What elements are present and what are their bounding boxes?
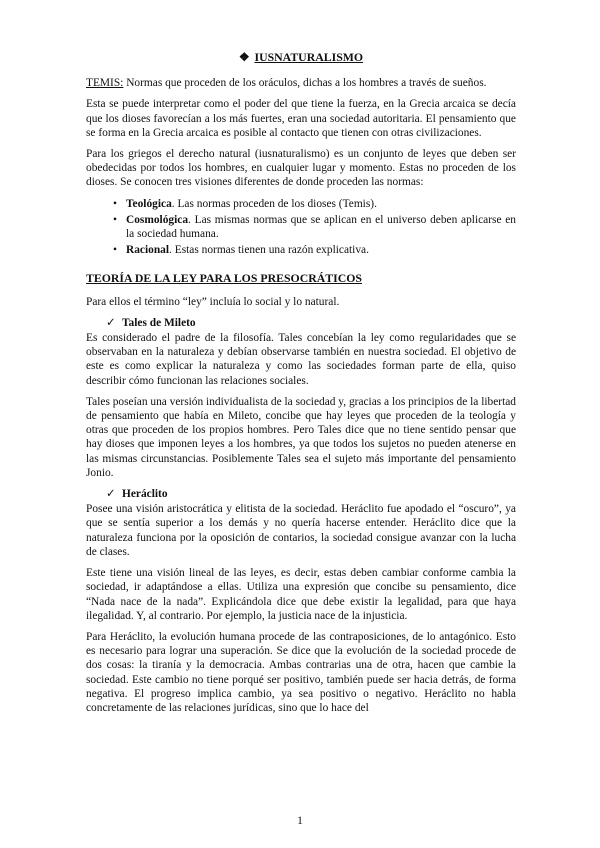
title-text: IUSNATURALISMO	[254, 50, 364, 64]
page-number: 1	[297, 815, 303, 827]
heraclito-paragraph-2: Este tiene una visión lineal de las leyes, es decir, estas deben cambiar conforme cambia la sociedad, ir adaptándose a ellas. Utiliza una expresión que concibe su pensamiento, dice “Nada nace de la nada”. Explicándola dice que debe existir la legalidad, para que haya ilegalidad. Y, al contrario. Por ejemplo, la justicia nace de la injusticia.	[86, 567, 516, 622]
list-item	[126, 197, 516, 211]
temis-text: Normas que proceden de los oráculos, dichas a los hombres a través de sueños.	[123, 77, 487, 90]
list-item	[126, 213, 516, 241]
temis-label: TEMIS:	[86, 77, 124, 90]
paragraph-3: Para ellos el término “ley” incluía lo social y lo natural.	[86, 295, 340, 308]
heraclito-paragraph-1: Posee una visión aristocrática y elitista de la sociedad. Heráclito fue apodado el “oscuro”, ya que se sentía superior a los demás y no quería hacerse entender. Heráclito dice que la naturaleza funciona por la oposición de contarios, la sociedad consigue avanzar con la lucha de clases.	[86, 503, 516, 558]
document-title	[86, 50, 516, 64]
vision-term: Racional	[126, 244, 170, 257]
tales-paragraph-2: Tales poseían una versión individualista de la sociedad y, gracias a los principios de la libertad de pensamiento que había en Mileto, concibe que hay leyes que proceden de la teología y otras que proceden de los propios hombres. Pero Tales dice que no tiene sentido pensar que hay dioses que imponen leyes a los hombres, ya que todos los sujetos no pueden atenerse en las mismas circunstancias. Posiblemente Tales sea el sujeto más importante del pensamiento Jonio.	[86, 395, 516, 479]
subheading-heraclito	[106, 487, 516, 501]
paragraph-1: Esta se puede interpretar como el poder del que tiene la fuerza, en la Grecia arcaica se decía que los dioses favorecían a los más fuertes, eran una sociedad autoritaria. El pensamiento que se forma en la Grecia arcaica es posible al contacto que tienen con otras civilizaciones.	[86, 98, 516, 139]
heraclito-paragraph-3: Para Heráclito, la evolución humana procede de las contraposiciones, de lo antagónico. Esto es necesario para lograr una superación. Se dice que la evolución de la sociedad procede de dos cosas: la tiranía y la democracia. Ambas contrarias una de otra, hacen que cambie la sociedad. Este cambio no tiene porqué ser positivo, también puede ser hacia detrás, de forma negativa. El progreso implica cambio, ya sea positivo o negativo. Heráclito no habla concretamente de las relaciones jurídicas, sino que lo hace del	[86, 630, 516, 714]
vision-text: . Las mismas normas que se aplican en el universo deben aplicarse en la sociedad humana.	[126, 213, 516, 241]
section-heading: TEORÍA DE LA LEY PARA LOS PRESOCRÁTICOS	[86, 271, 362, 286]
checkmark-icon: ✓	[106, 316, 116, 329]
tales-paragraph-1: Es considerado el padre de la filosofía. Tales concebían la ley como regularidades que se observaban en la naturaleza y debían observarse también en nuestra sociedad. El objetivo de este es como explicar la naturaleza y como las sociedades forman parte de ella, quiso describir cómo funcionan las relaciones sociales.	[86, 332, 516, 387]
vision-text: . Estas normas tienen una razón explicativa.	[169, 244, 369, 257]
paragraph-2: Para los griegos el derecho natural (iusnaturalismo) es un conjunto de leyes que deben ser obedecidas por todos los hombres, en cualquier lugar y momento. Estas no proceden de los dioses. Se conocen tres visiones diferentes de donde proceden las normas:	[86, 148, 516, 189]
vision-term: Teológica	[126, 197, 172, 210]
vision-term: Cosmológica	[126, 213, 189, 226]
vision-text: . Las normas proceden de los dioses (Temis).	[171, 197, 377, 210]
subheading-text: Tales de Mileto	[122, 316, 196, 329]
temis-paragraph	[86, 76, 516, 90]
visions-list	[86, 197, 516, 258]
list-item	[126, 243, 516, 257]
document-page	[86, 50, 516, 722]
subheading-tales	[106, 316, 516, 330]
checkmark-icon: ✓	[106, 488, 116, 501]
subheading-text: Heráclito	[122, 488, 168, 501]
diamond-bullet-icon: ❖	[238, 50, 250, 64]
